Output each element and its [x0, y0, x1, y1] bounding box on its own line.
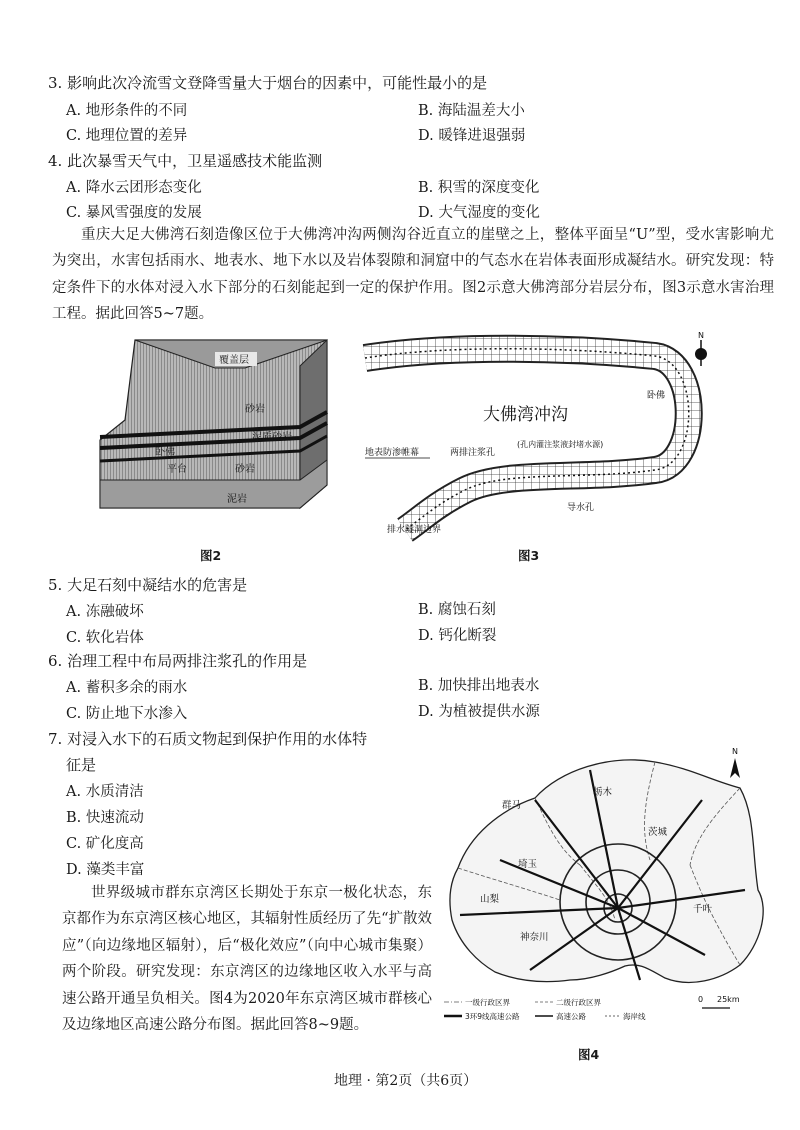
label-tunnel: 排水隧洞边界: [387, 525, 442, 535]
north-label-fig4: N: [732, 747, 738, 756]
legend-l2: 二级行政区界: [556, 998, 601, 1007]
region-chiba: 千叶: [693, 904, 713, 915]
north-label-fig3: N: [698, 331, 704, 340]
region-gunma: 群马: [502, 800, 522, 811]
region-tochigi: 栃木: [593, 787, 613, 798]
q6-stem: 6. 治理工程中布局两排注浆孔的作用是: [48, 652, 308, 670]
legend: [444, 997, 646, 1021]
q4-option-c: C. 暴风雪强度的发展: [66, 205, 202, 221]
north-arrow-shape: [730, 758, 740, 778]
q3-stem: 3. 影响此次冷流雪文登降雪量大于烟台的因素中，可能性最小的是: [48, 74, 488, 92]
north-arrow-fig4: [730, 747, 740, 778]
q5-option-c: C. 软化岩体: [66, 630, 144, 646]
region-yamanashi: 山梨: [480, 894, 500, 905]
figure-4-caption: 图4: [578, 1047, 600, 1062]
q7-option-d: D. 藻类丰富: [66, 862, 145, 878]
label-grout: 两排注浆孔: [450, 448, 496, 458]
q6-option-c: C. 防止地下水渗入: [66, 706, 188, 722]
legend-l4: 3环9线高速公路: [465, 1012, 520, 1021]
q4-option-d: D. 大气湿度的变化: [418, 205, 540, 221]
q4-option-a: A. 降水云团形态变化: [66, 180, 202, 196]
scale-length: 25km: [717, 995, 740, 1004]
label-wofo-fig3: 卧佛: [647, 391, 666, 401]
label-grout-note: (孔内灌注浆液封堵水源): [517, 440, 604, 449]
passage-dazu: 重庆大足大佛湾石刻造像区位于大佛湾冲沟两侧沟谷近直立的崖壁之上，整体平面呈“U”型，受水害影响尤为突出，水害包括雨水、地表水、地下水以及岩体裂隙和洞窟中的气态水在岩体表面形成凝结水。研究发现：特定条件下的水体对浸入水下部分的石刻能起到一定的保护作用。图2示意大佛湾部分岩层分布，图3示意水害治理工程。据此回答5~7题。: [52, 227, 774, 322]
q5-option-d: D. 钙化断裂: [418, 628, 497, 644]
q7-option-b: B. 快速流动: [66, 810, 144, 826]
q6-option-b: B. 加快排出地表水: [418, 678, 540, 694]
legend-l5: 高速公路: [556, 1012, 586, 1021]
label-mudstone: 泥质砂岩: [252, 432, 292, 443]
label-curtain: 地表防渗帷幕: [365, 448, 420, 458]
q5-stem: 5. 大足石刻中凝结水的危害是: [48, 576, 248, 594]
scale-zero: 0: [698, 995, 704, 1004]
figure-4-map: [440, 740, 775, 1040]
region-saitama: 埼玉: [518, 859, 538, 870]
scale-bar: [698, 995, 740, 1008]
label-sandstone-2: 砂岩: [235, 464, 255, 475]
gully-title: 大佛湾冲沟: [483, 405, 568, 425]
q7-option-a: A. 水质清洁: [66, 784, 144, 800]
q7-option-c: C. 矿化度高: [66, 836, 144, 852]
passage-tokyo: 世界级城市群东京湾区长期处于东京一极化状态，东京都作为东京湾区核心地区，其辐射性质经历了先“扩散效应”（向边缘地区辐射），后“极化效应”（向中心城市集聚）两个阶段。研究发现：东京湾区的边缘地区收入水平与高速公路开通呈负相关。图4为2020年东京湾区城市群核心及边缘地区高速公路分布图。据此回答8~9题。: [62, 885, 432, 1034]
q4-stem: 4. 此次暴雪天气中，卫星遥感技术能监测: [48, 152, 323, 170]
page-footer: 地理 · 第2页（共6页）: [334, 1073, 478, 1089]
label-drain-hole: 导水孔: [567, 503, 595, 513]
q3-option-b: B. 海陆温差大小: [418, 103, 525, 119]
figure-3-caption: 图3: [518, 548, 540, 563]
q6-option-d: D. 为植被提供水源: [418, 704, 540, 720]
figure-3-gully: [355, 330, 730, 545]
figure-2-rock-layers: [95, 330, 335, 545]
q3-option-d: D. 暖锋进退强弱: [418, 128, 526, 144]
label-platform: 平台: [167, 464, 187, 475]
q5-option-b: B. 腐蚀石刻: [418, 602, 496, 618]
q7-stem-line2: 征是: [66, 756, 97, 774]
label-wofo: 卧佛: [155, 447, 175, 458]
legend-l3: 海岸线: [623, 1012, 646, 1021]
q7-stem-line1: 7. 对浸入水下的石质文物起到保护作用的水体特: [48, 730, 368, 748]
label-shale: 泥岩: [227, 494, 247, 505]
q4-option-b: B. 积雪的深度变化: [418, 180, 540, 196]
legend-l1: 一级行政区界: [465, 998, 510, 1007]
north-arrow-fig3: [695, 331, 707, 366]
q3-option-a: A. 地形条件的不同: [66, 103, 188, 119]
label-sandstone-1: 砂岩: [245, 404, 265, 415]
figure-2-caption: 图2: [200, 548, 222, 563]
region-kanagawa: 神奈川: [520, 932, 549, 943]
q3-option-c: C. 地理位置的差异: [66, 128, 188, 144]
region-ibaraki: 茨城: [648, 827, 668, 838]
label-cover: 覆盖层: [219, 355, 249, 366]
q6-option-a: A. 蓄积多余的雨水: [66, 680, 188, 696]
q5-option-a: A. 冻融破坏: [66, 604, 144, 620]
